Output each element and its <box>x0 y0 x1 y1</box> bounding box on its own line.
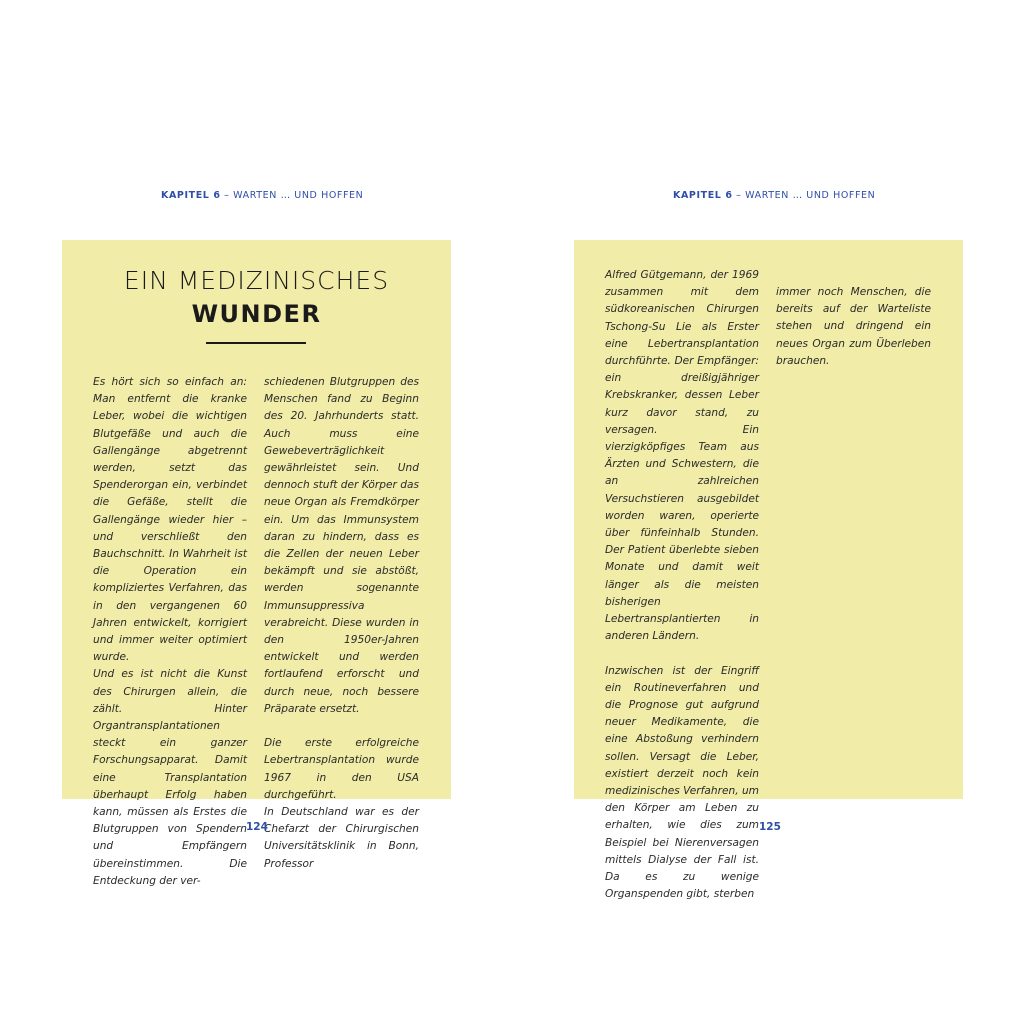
paragraph: Es hört sich so einfach an: Man entfernt die kranke Leber, wobei die wichtigen Blutgefäße und auch die Gallengänge abgetrennt werden, setzt das Spenderorgan ein, verbindet die Gefäße, stellt die Gallengänge wieder hier – und verschließt den Bauchschnitt. In Wahrheit ist die Operation ein kompliziertes Verfahren, das in den vergangenen 60 Jahren entwickelt, korrigiert und immer weiter optimiert wurde. <box>93 376 247 664</box>
running-head-right <box>673 190 875 201</box>
chapter-title-bold: WUNDER <box>191 300 322 328</box>
paragraph: Und es ist nicht die Kunst des Chirurgen allein, die zählt. Hinter Organtransplantationen steckt ein ganzer Forschungsapparat. Damit eine Transplantation überhaupt Erfolg haben kann, müssen als Erstes die Blutgruppen von Spendern und Empfängern übereinstimmen. Die Entdeckung der ver- <box>93 668 247 887</box>
right-page-column-1 <box>605 267 759 904</box>
page-number-right: 125 <box>759 821 781 833</box>
section-label: WARTEN … UND HOFFEN <box>233 190 364 201</box>
section-label: WARTEN … UND HOFFEN <box>745 190 876 201</box>
head-separator: – <box>220 190 234 201</box>
paragraph: Die erste erfolgreiche Lebertransplantation wurde 1967 in den USA durchgeführt. <box>264 737 419 801</box>
title-divider <box>206 342 306 344</box>
paragraph: immer noch Menschen, die bereits auf der Warteliste stehen und dringend ein neues Organ zum Überleben brauchen. <box>776 286 931 367</box>
paragraph: In Deutschland war es der Chefarzt der Chirurgischen Universitätsklinik in Bonn, Professor <box>264 806 419 870</box>
running-head-left <box>161 190 363 201</box>
chapter-label: KAPITEL 6 <box>673 190 733 201</box>
chapter-title-light: EIN MEDIZINISCHES <box>123 266 390 295</box>
paragraph: Inzwischen ist der Eingriff ein Routineverfahren und die Prognose gut aufgrund neuer Medikamente, die eine Abstoßung verhindern sollen. Versagt die Leber, existiert derzeit noch kein medizinisches Verfahren, um den Körper am Leben zu erhalten, wie dies zum Beispiel bei Nierenversagen mittels Dialyse der Fall ist. Da es zu wenige Organspenden gibt, sterben <box>605 664 759 901</box>
page-number-left: 124 <box>246 821 268 833</box>
right-page-column-2 <box>776 284 931 370</box>
head-separator: – <box>732 190 746 201</box>
left-page-column-2 <box>264 374 419 873</box>
paragraph: schiedenen Blutgruppen des Menschen fand zu Beginn des 20. Jahrhunderts statt. Auch muss eine Gewebeverträglichkeit gewährleistet sein. Und dennoch stuft der Körper das neue Organ als Fremdkörper ein. Um das Immunsystem daran zu hindern, dass es die Zellen der neuen Leber bekämpft und sie abstößt, werden sogenannte Immunsuppressiva verabreicht. Diese wurden in den 1950er-Jahren entwickelt und werden fortlaufend erforscht und durch neue, noch bessere Präparate ersetzt. <box>264 376 419 715</box>
paragraph: Alfred Gütgemann, der 1969 zusammen mit dem südkoreanischen Chirurgen Tschong-Su Lie als Erster eine Lebertransplantation durchführte. Der Empfänger: ein dreißigjähriger Krebskranker, dessen Leber kurz davor stand, zu versagen. Ein vierzigköpfiges Team aus Ärzten und Schwestern, die an zahlreichen Versuchstieren ausgebildet worden waren, operierte über fünfeinhalb Stunden. Der Patient überlebte sieben Monate und damit weit länger als die meisten bisherigen Lebertransplantierten in anderen Ländern. <box>605 269 759 643</box>
left-page-column-1 <box>93 374 247 890</box>
chapter-label: KAPITEL 6 <box>161 190 221 201</box>
